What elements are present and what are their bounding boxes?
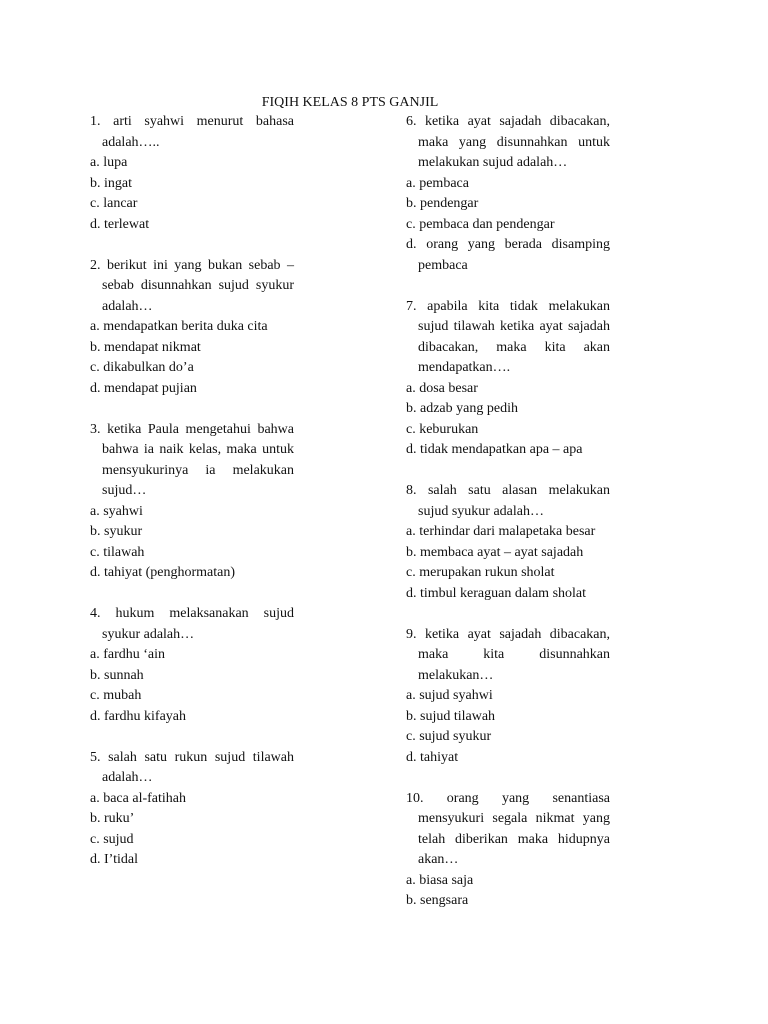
option-c: c. sujud [90,831,134,847]
option-d: d. fardhu kifayah [90,708,187,724]
option-c: c. tilawah [90,544,145,560]
option-b: b. adzab yang pedih [406,401,518,416]
question-4 [90,604,294,727]
option-d: d. mendapat pujian [90,380,197,396]
question-8 [406,481,610,604]
question-2 [90,256,294,400]
option-c: c. keburukan [406,421,479,437]
left-column [90,112,294,891]
question-1 [90,112,294,235]
question-10 [406,789,610,912]
option-a: a. sujud syahwi [406,688,493,703]
option-b: b. membaca ayat – ayat sajadah [406,544,584,560]
option-a: a. terhindar dari malapetaka besar [406,524,596,539]
question-stem: 5. salah satu rukun sujud tilawah adalah… [90,749,294,785]
page-title: FIQIH KELAS 8 PTS GANJIL [261,95,439,110]
question-3 [90,420,294,584]
option-c: c. pembaca dan pendengar [406,216,555,232]
right-column [406,112,610,932]
option-a: a. biasa saja [406,872,474,888]
option-a: a. baca al-fatihah [90,790,186,806]
option-b: b. sengsara [406,893,469,908]
option-d: d. tidak mendapatkan apa – apa [406,442,583,457]
option-c: c. sujud syukur [406,729,492,744]
question-stem: 1. arti syahwi menurut bahasa adalah….. [90,114,294,150]
question-stem: 3. ketika Paula mengetahui bahwa bahwa ia naik kelas, maka untuk mensyukurinya ia melakukan sujud… [90,421,294,498]
question-6 [406,112,610,276]
question-stem: 8. salah satu alasan melakukan sujud syukur adalah… [406,483,610,519]
option-d: d. tahiyat [406,749,459,765]
option-a: a. lupa [90,155,128,170]
question-stem: 9. ketika ayat sajadah dibacakan, maka kita disunnahkan melakukan… [406,626,610,683]
option-c: c. merupakan rukun sholat [406,565,555,580]
question-stem: 6. ketika ayat sajadah dibacakan, maka yang disunnahkan untuk melakukan sujud adalah… [406,114,610,170]
option-a: a. mendapatkan berita duka cita [90,319,268,334]
question-stem: 2. berikut ini yang bukan sebab – sebab disunnahkan sujud syukur adalah… [90,257,294,314]
option-b: b. ingat [90,175,132,191]
option-b: b. sunnah [90,667,144,683]
question-9 [406,625,610,769]
option-c: c. lancar [90,196,138,211]
option-b: b. sujud tilawah [406,708,496,724]
question-7 [406,297,610,461]
option-b: b. ruku’ [90,811,135,826]
option-b: b. mendapat nikmat [90,339,201,355]
question-stem: 7. apabila kita tidak melakukan sujud tilawah ketika ayat sajadah dibacakan, maka kita akan mendapatkan…. [406,298,610,375]
option-c: c. dikabulkan do’a [90,360,194,375]
option-d: d. timbul keraguan dalam sholat [406,585,587,601]
option-d: d. tahiyat (penghormatan) [90,565,236,580]
question-5 [90,748,294,871]
option-d: d. orang yang berada disamping pembaca [406,237,610,273]
question-stem: 4. hukum melaksanakan sujud syukur adalah… [90,606,294,642]
question-stem: 10. orang yang senantiasa mensyukuri segala nikmat yang telah diberikan maka hidupnya akan… [406,790,610,867]
option-b: b. pendengar [406,196,479,211]
option-a: a. pembaca [406,175,469,191]
option-b: b. syukur [90,524,143,539]
option-a: a. dosa besar [406,380,478,396]
option-d: d. terlewat [90,216,150,232]
option-d: d. I’tidal [90,852,138,867]
option-a: a. syahwi [90,503,143,519]
option-c: c. mubah [90,688,142,703]
option-a: a. fardhu ‘ain [90,647,166,662]
